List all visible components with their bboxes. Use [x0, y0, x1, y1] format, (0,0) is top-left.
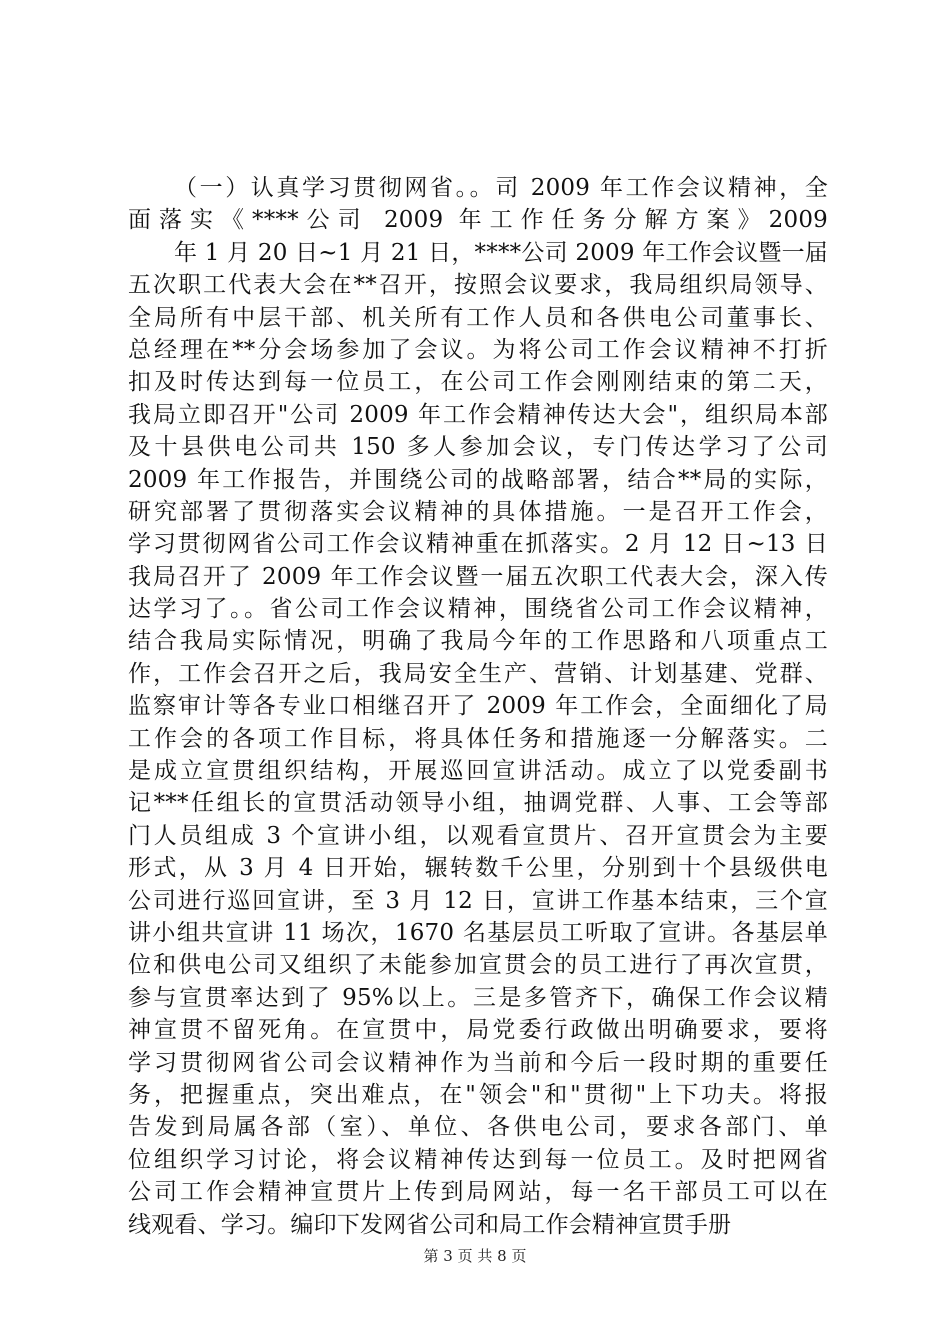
paragraph-line: 年 1 月 20 日~1 月 21 日，****公司 2009 年工作会议暨一届 — [174, 239, 828, 266]
paragraph-line: 作，工作会召开之后，我局安全生产、营销、计划基建、党群、 — [128, 660, 828, 687]
paragraph-line: 工作会的各项工作目标，将具体任务和措施逐一分解落实。二 — [128, 725, 828, 752]
paragraph-line: 记***任组长的宣贯活动领导小组，抽调党群、人事、工会等部 — [128, 790, 828, 817]
paragraph-line: 学习贯彻网省公司会议精神作为当前和今后一段时期的重要任 — [128, 1049, 828, 1076]
paragraph-line: 讲小组共宣讲 11 场次，1670 名基层员工听取了宣讲。各基层单 — [128, 919, 828, 946]
paragraph-line: 门人员组成 3 个宣讲小组，以观看宣贯片、召开宣贯会为主要 — [128, 822, 828, 849]
paragraph-line: 告发到局属各部（室）、单位、各供电公司，要求各部门、单 — [128, 1114, 828, 1141]
paragraph-line: 研究部署了贯彻落实会议精神的具体措施。一是召开工作会， — [128, 498, 828, 525]
page-number-footer: 第 3 页 共 8 页 — [423, 1247, 527, 1265]
paragraph-line: 2009 年工作报告，并围绕公司的战略部署，结合**局的实际， — [128, 466, 828, 493]
paragraph-line: 监察审计等各专业口相继召开了 2009 年工作会，全面细化了局 — [128, 693, 828, 720]
paragraph-line: 结合我局实际情况，明确了我局今年的工作思路和八项重点工 — [128, 628, 828, 655]
paragraph-line: 学习贯彻网省公司工作会议精神重在抓落实。2 月 12 日~13 日 — [128, 531, 828, 558]
paragraph-line: 全局所有中层干部、机关所有工作人员和各供电公司董事长、 — [128, 304, 828, 331]
paragraph-line: 面落实《****公司 2009 年工作任务分解方案》2009 — [128, 207, 828, 234]
paragraph-line: 是成立宣贯组织结构，开展巡回宣讲活动。成立了以党委副书 — [128, 758, 828, 785]
paragraph-line: 五次职工代表大会在**召开，按照会议要求，我局组织局领导、 — [128, 272, 828, 299]
paragraph-line: 线观看、学习。编印下发网省公司和局工作会精神宣贯手册 — [128, 1211, 732, 1238]
paragraph-line: 及十县供电公司共 150 多人参加会议，专门传达学习了公司 — [128, 434, 828, 461]
paragraph-line: 形式，从 3 月 4 日开始，辗转数千公里，分别到十个县级供电 — [128, 855, 828, 882]
paragraph-line: （一）认真学习贯彻网省。。司 2009 年工作会议精神，全 — [174, 175, 828, 201]
paragraph-line: 我局立即召开"公司 2009 年工作会精神传达大会"，组织局本部 — [128, 401, 828, 428]
paragraph-line: 扣及时传达到每一位员工，在公司工作会刚刚结束的第二天， — [128, 369, 828, 396]
paragraph-line: 达学习了。。省公司工作会议精神，围绕省公司工作会议精神， — [128, 596, 828, 623]
paragraph-line: 公司工作会精神宣贯片上传到局网站，每一名干部员工可以在 — [128, 1179, 828, 1206]
body-text — [128, 172, 828, 1241]
paragraph-line: 位组织学习讨论，将会议精神传达到每一位员工。及时把网省 — [128, 1146, 828, 1173]
paragraph-line: 神宣贯不留死角。在宣贯中，局党委行政做出明确要求，要将 — [128, 1017, 828, 1044]
paragraph-line: 公司进行巡回宣讲，至 3 月 12 日，宣讲工作基本结束，三个宣 — [128, 887, 828, 914]
paragraph-line: 位和供电公司又组织了未能参加宣贯会的员工进行了再次宣贯， — [128, 952, 828, 979]
paragraph-line: 总经理在**分会场参加了会议。为将公司工作会议精神不打折 — [128, 336, 828, 363]
paragraph-line: 我局召开了 2009 年工作会议暨一届五次职工代表大会，深入传 — [128, 563, 828, 590]
paragraph-line: 务，把握重点，突出难点，在"领会"和"贯彻"上下功夫。将报 — [128, 1081, 828, 1108]
paragraph-line: 参与宣贯率达到了 95%以上。三是多管齐下，确保工作会议精 — [128, 984, 828, 1011]
